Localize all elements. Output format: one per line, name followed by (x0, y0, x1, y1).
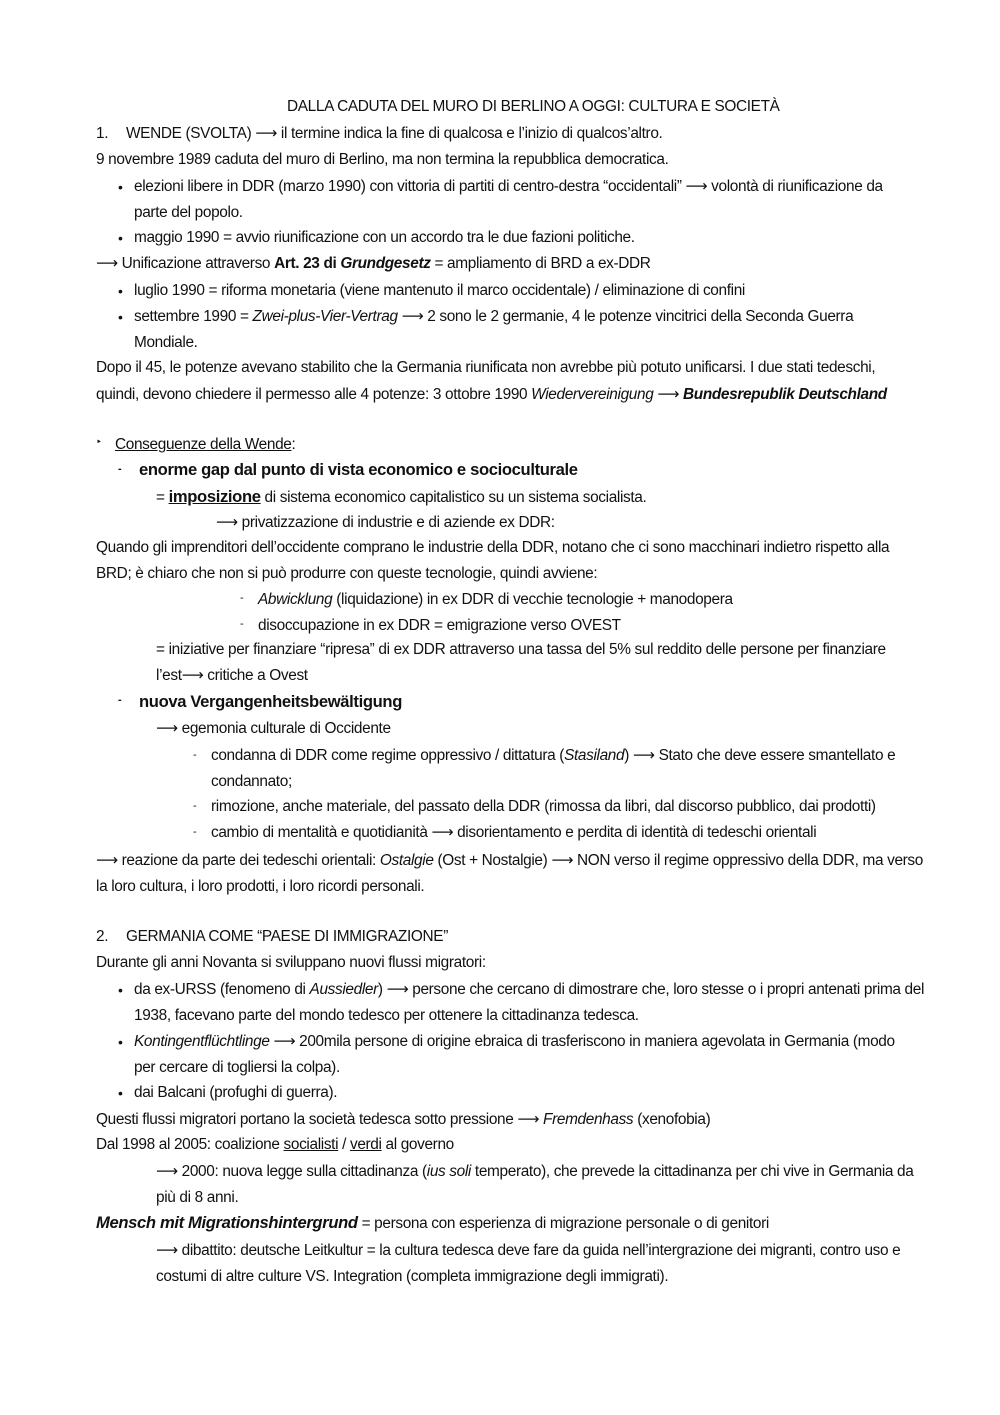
b2-post: ⟶ 200mila persone di origine ebraica di trasferiscono in maniera agevolata in Germania (modo (269, 1033, 895, 1050)
coal-socialists: socialisti (283, 1136, 339, 1153)
section-2-intro: Durante gli anni Novanta si sviluppano nuovi flussi migratori: (96, 954, 486, 971)
b1-pre: da ex-URSS (fenomeno di (134, 981, 310, 998)
list-item (134, 980, 924, 1000)
list-item: dai Balcani (profughi di guerra). (134, 1084, 338, 1101)
pressure-italic: Fremdenhass (543, 1111, 634, 1128)
unification-pre: ⟶ Unificazione attraverso (96, 255, 275, 272)
reaction-italic: Ostalgie (379, 852, 434, 869)
treaty-name: Zwei-plus-Vier-Vertrag (252, 308, 398, 325)
sub-item: cambio di mentalità e quotidianità ⟶ disorientamento e perdita di identità di tedeschi orientali (211, 824, 817, 841)
b1-post: ) ⟶ persone che cercano di dimostrare che, loro stesse o i propri antenati prima del (377, 981, 925, 998)
section-1-number: 1. (96, 125, 109, 142)
coal-greens: verdi (349, 1136, 382, 1153)
para-bold: Bundesrepublik Deutschland (683, 386, 887, 403)
mensch-def: = persona con esperienza di migrazione personale o di genitori (357, 1215, 769, 1232)
paragraph-line: Dopo il 45, le potenze avevano stabilito che la Germania riunificata non avrebbe più potuto unificarsi. I due stati tedeschi, (96, 359, 876, 376)
initiatives-line: = iniziative per finanziare “ripresa” di ex DDR attraverso una tassa del 5% sul reddito delle persone per finanziare (156, 641, 886, 658)
paragraph-line: Quando gli imprenditori dell’occidente comprano le industrie della DDR, notano che ci sono macchinari indietro rispetto alla (96, 539, 890, 556)
bullet-icon: • (118, 179, 123, 195)
bullet-icon: • (118, 309, 123, 325)
paragraph-line: BRD; è chiaro che non si può produrre con queste tecnologie, quindi avviene: (96, 565, 598, 582)
para-italic: Wiedervereinigung (531, 386, 654, 403)
reaction-pre: ⟶ reazione da parte dei tedeschi orientali: (96, 852, 380, 869)
vgb-arrow-line: ⟶ egemonia culturale di Occidente (156, 720, 391, 737)
gap-eq-bold: imposizione (168, 487, 261, 506)
sub-item: rimozione, anche materiale, del passato della DDR (rimossa da libri, dal discorso pubblico, dai prodotti) (211, 798, 876, 815)
law-pre: ⟶ 2000: nuova legge sulla cittadinanza ( (156, 1163, 427, 1180)
list-item-continuation: Mondiale. (134, 334, 198, 351)
sub-item (211, 746, 895, 766)
sub-item-pre: condanna di DDR come regime oppressivo / dittatura ( (211, 747, 565, 764)
triangle-bullet-icon: ‣ (96, 437, 102, 448)
bullet-icon: • (118, 982, 123, 998)
unification-post: = ampliamento di BRD a ex-DDR (430, 255, 651, 272)
pressure-pre: Questi flussi migratori portano la società tedesca sotto pressione ⟶ (96, 1111, 544, 1128)
gap-equation (156, 487, 646, 508)
section-2-number: 2. (96, 928, 109, 945)
citizenship-law-continuation: più di 8 anni. (156, 1189, 239, 1206)
law-italic: ius soli (426, 1163, 471, 1180)
pressure-post: (xenofobia) (633, 1111, 711, 1128)
consequences-colon: : (291, 436, 296, 453)
gap-eq-pre: = (156, 489, 169, 506)
section-2-heading: GERMANIA COME “PAESE DI IMMIGRAZIONE” (126, 928, 448, 945)
sub-item (258, 590, 733, 610)
coal-sep: / (338, 1136, 350, 1153)
consequences-title: Conseguenze della Wende (115, 436, 292, 453)
bullet-icon: • (118, 1034, 123, 1050)
gap-heading: enorme gap dal punto di vista economico e socioculturale (139, 460, 578, 479)
sub-item-rest: (liquidazione) in ex DDR di vecchie tecnologie + manodopera (332, 591, 733, 608)
list-item: elezioni libere in DDR (marzo 1990) con vittoria di partiti di centro-destra “occidentali” ⟶ volontà di riunificazione da (134, 178, 883, 195)
coal-pre: Dal 1998 al 2005: coalizione (96, 1136, 284, 1153)
bullet-icon: • (118, 230, 123, 246)
gap-eq-post: di sistema economico capitalistico su un sistema socialista. (260, 489, 647, 506)
sub-item-post: ) ⟶ Stato che deve essere smantellato e (624, 747, 896, 764)
sub-item-italic: Abwicklung (258, 591, 333, 608)
coal-post: al governo (381, 1136, 454, 1153)
section-1-intro: 9 novembre 1989 caduta del muro di Berlino, ma non termina la repubblica democratica. (96, 151, 669, 168)
reaction-post: (Ost + Nostalgie) ⟶ NON verso il regime oppressivo della DDR, ma verso (433, 852, 923, 869)
dash-icon: - (240, 592, 244, 604)
bullet-icon: • (118, 283, 123, 299)
list-item (134, 307, 853, 327)
list-item-continuation: 1938, facevano parte del mondo tedesco per ottenere la cittadinanza tedesca. (134, 1007, 639, 1024)
vgb-heading: nuova Vergangenheitsbewältigung (139, 692, 402, 711)
reaction-line (96, 851, 923, 871)
law-post: temperato), che prevede la cittadinanza per chi vive in Germania da (471, 1163, 914, 1180)
unification-law: Grundgesetz (340, 255, 431, 272)
b1-italic: Aussiedler (309, 981, 378, 998)
dash-icon: - (193, 749, 197, 761)
reaction-continuation: la loro cultura, i loro prodotti, i loro ricordi personali. (96, 878, 425, 895)
debate-line: ⟶ dibattito: deutsche Leitkultur = la cultura tedesca deve fare da guida nell’intergrazione dei migranti, contro uso e (156, 1242, 901, 1259)
sub-item-italic: Stasiland (564, 747, 625, 764)
list-item-continuation: parte del popolo. (134, 204, 243, 221)
mensch-line (96, 1213, 769, 1234)
dash-icon: - (193, 800, 197, 812)
dash-icon: - (240, 618, 244, 630)
gap-arrow-line: ⟶ privatizzazione di industrie e di aziende ex DDR: (216, 514, 555, 531)
dash-icon: - (118, 463, 122, 475)
coalition-line (96, 1135, 454, 1155)
dash-icon: - (118, 694, 122, 706)
citizenship-law-line (156, 1162, 913, 1182)
pressure-line (96, 1110, 710, 1130)
initiatives-line: l’est⟶ critiche a Ovest (156, 667, 308, 684)
unification-line (96, 254, 651, 274)
treaty-pre: settembre 1990 = (134, 308, 253, 325)
list-item (134, 1032, 895, 1052)
section-1-heading: WENDE (SVOLTA) ⟶ il termine indica la fine di qualcosa e l’inizio di qualcos’altro. (126, 125, 663, 142)
sub-item: disoccupazione in ex DDR = emigrazione verso OVEST (258, 617, 621, 634)
list-item: luglio 1990 = riforma monetaria (viene mantenuto il marco occidentale) / eliminazione di confini (134, 282, 746, 299)
mensch-term: Mensch mit Migrationshintergrund (96, 1213, 358, 1232)
para-arrow: ⟶ (653, 386, 683, 403)
unification-article: Art. 23 di (274, 255, 341, 272)
treaty-post: ⟶ 2 sono le 2 germanie, 4 le potenze vincitrici della Seconda Guerra (397, 308, 854, 325)
debate-continuation: costumi di altre culture VS. Integration (completa immigrazione degli immigrati). (156, 1268, 669, 1285)
list-item-continuation: per cercare di togliersi la colpa). (134, 1059, 340, 1076)
paragraph-line (96, 385, 887, 405)
sub-item-continuation: condannato; (211, 773, 292, 790)
b2-italic: Kontingentflüchtlinge (134, 1033, 270, 1050)
consequences-heading (115, 435, 295, 455)
document-title: DALLA CADUTA DEL MURO DI BERLINO A OGGI: CULTURA E SOCIETÀ (287, 98, 780, 115)
list-item: maggio 1990 = avvio riunificazione con un accordo tra le due fazioni politiche. (134, 229, 635, 246)
para-pre: quindi, devono chiedere il permesso alle 4 potenze: 3 ottobre 1990 (96, 386, 532, 403)
dash-icon: - (193, 826, 197, 838)
bullet-icon: • (118, 1085, 123, 1101)
